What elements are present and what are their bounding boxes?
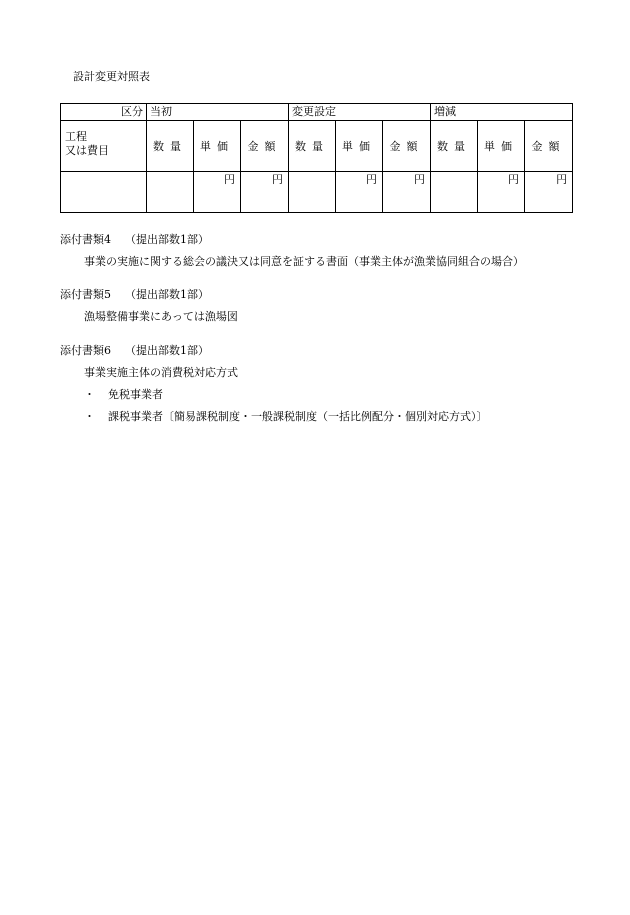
row-header-line2: 又は費目 <box>65 144 109 157</box>
attachment-heading <box>60 232 524 248</box>
sub-header-unit-price: 単価 <box>194 121 241 172</box>
attachment-description: 事業の実施に関する総会の議決又は同意を証する書面（事業主体が漁業協同組合の場合） <box>84 255 524 268</box>
attachment-section-6 <box>60 343 488 425</box>
attachment-note: （提出部数1部） <box>125 344 209 357</box>
bullet-mark: ・ <box>84 388 95 401</box>
unit-yen: 円 <box>336 172 383 213</box>
sub-header-unit-price: 単価 <box>478 121 525 172</box>
attachment-note: （提出部数1部） <box>125 288 209 301</box>
sub-header-quantity: 数量 <box>147 121 194 172</box>
row-header-line1: 工程 <box>65 130 87 143</box>
attachment-label: 添付書類6 <box>60 344 111 357</box>
option-tax-exempt: 免税事業者 <box>108 388 163 401</box>
sub-header-quantity: 数量 <box>431 121 478 172</box>
attachment-heading <box>60 287 238 303</box>
attachment-section-4 <box>60 232 524 270</box>
kubun-label: 区分 <box>61 104 147 121</box>
page-title: 設計変更対照表 <box>73 70 150 83</box>
sub-header-amount: 金額 <box>383 121 431 172</box>
data-cell-quantity <box>147 172 194 213</box>
unit-yen: 円 <box>525 172 573 213</box>
group-changed: 変更設定 <box>289 104 431 121</box>
unit-yen: 円 <box>241 172 289 213</box>
list-item <box>60 387 488 403</box>
attachment-label: 添付書類4 <box>60 233 111 246</box>
sub-header-amount: 金額 <box>241 121 289 172</box>
option-taxable: 課税事業者〔簡易課税制度・一般課税制度（一括比例配分・個別対応方式）〕 <box>108 410 488 423</box>
attachment-description: 事業実施主体の消費税対応方式 <box>84 366 238 379</box>
data-cell-item <box>61 172 147 213</box>
group-difference: 増減 <box>431 104 573 121</box>
unit-yen: 円 <box>383 172 431 213</box>
unit-yen: 円 <box>194 172 241 213</box>
sub-header-amount: 金額 <box>525 121 573 172</box>
attachment-section-5 <box>60 287 238 325</box>
list-item <box>60 409 488 425</box>
attachment-heading <box>60 343 488 359</box>
sub-header-unit-price: 単価 <box>336 121 383 172</box>
row-header <box>61 121 147 172</box>
attachment-note: （提出部数1部） <box>125 233 209 246</box>
bullet-mark: ・ <box>84 410 95 423</box>
group-initial: 当初 <box>147 104 289 121</box>
data-cell-quantity <box>289 172 336 213</box>
design-change-comparison-table <box>60 103 573 213</box>
attachment-description: 漁場整備事業にあっては漁場図 <box>84 310 238 323</box>
sub-header-quantity: 数量 <box>289 121 336 172</box>
attachment-label: 添付書類5 <box>60 288 111 301</box>
unit-yen: 円 <box>478 172 525 213</box>
data-cell-quantity <box>431 172 478 213</box>
